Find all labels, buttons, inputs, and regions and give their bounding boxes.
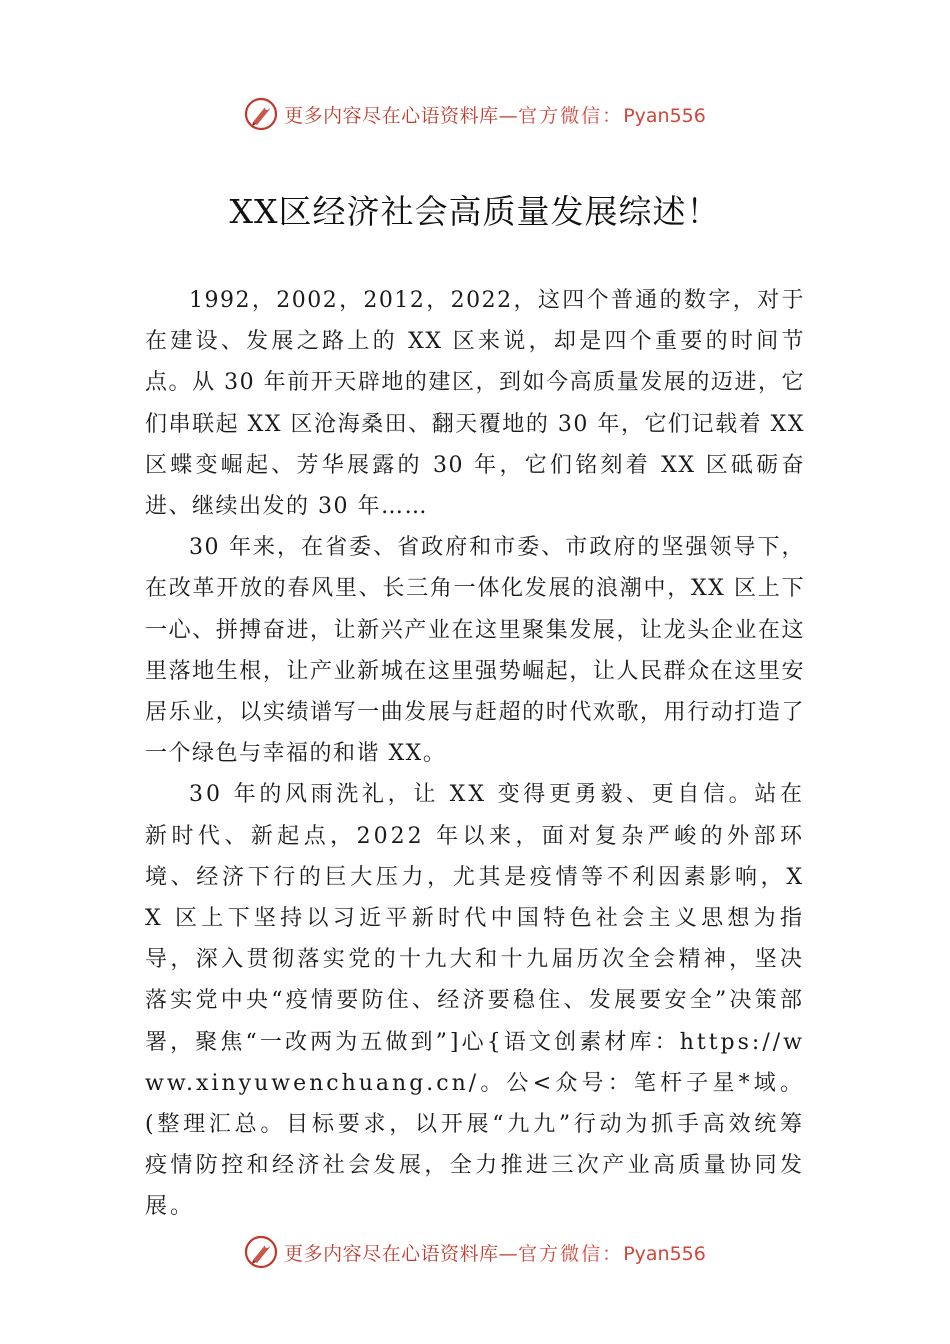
document-title: XX区经济社会高质量发展综述！ — [229, 192, 721, 231]
paragraph-1: 1992，2002，2012，2022，这四个普通的数字，对于在建设、发展之路上的 XX 区来说，却是四个重要的时间节点。从 30 年前开天辟地的建区，到如今高质量发展的迈进，它们串联起 XX 区沧海桑田、翻天覆地的 30 年，它们记载着 XX 区蝶变崛起、芳华展露的 30 年，它们铭刻着 XX 区砥砺奋进、继续出发的 30 年…… — [145, 288, 805, 520]
watermark-dash: — — [498, 104, 519, 127]
pen-logo-icon — [244, 97, 278, 131]
pen-logo-icon — [244, 1235, 278, 1269]
watermark-sub: 官方微信： — [518, 1242, 624, 1265]
header-watermark-banner — [0, 94, 950, 134]
watermark-main: 更多内容尽在心语资料库 — [284, 1242, 499, 1265]
document-body — [145, 280, 805, 1228]
paragraph-3: 30 年的风雨洗礼，让 XX 变得更勇毅、更自信。站在新时代、新起点，2022 年以来，面对复杂严峻的外部环境、经济下行的巨大压力，尤其是疫情等不利因素影响，XX 区上下坚持以习近平新时代中国特色社会主义思想为指导，深入贯彻落实党的十九大和十九届历次全会精神，坚决落实党中央“疫情要防住、经济要稳住、发展要安全”决策部署，聚焦“一改两为五做到”]心{语文创素材库：https://www.xinyuwenchuang.cn/。公<众号：笔杆子星*域。(整理汇总。目标要求，以开展“九九”行动为抓手高效统筹疫情防控和经济社会发展，全力推进三次产业高质量协同发展。 — [145, 782, 805, 1220]
watermark-main: 更多内容尽在心语资料库 — [284, 104, 499, 127]
watermark-id: Pyan556 — [623, 1242, 706, 1265]
watermark-text — [284, 101, 706, 128]
watermark-text — [284, 1239, 706, 1266]
watermark-sub: 官方微信： — [518, 104, 624, 127]
watermark-id: Pyan556 — [623, 104, 706, 127]
footer-watermark-banner — [0, 1232, 950, 1272]
watermark-dash: — — [498, 1242, 519, 1265]
paragraph-2: 30 年来，在省委、省政府和市委、市政府的坚强领导下，在改革开放的春风里、长三角一体化发展的浪潮中，XX 区上下一心、拼搏奋进，让新兴产业在这里聚集发展，让龙头企业在这里落地生根，让产业新城在这里强势崛起，让人民群众在这里安居乐业，以实绩谱写一曲发展与赶超的时代欢歌，用行动打造了一个绿色与幸福的和谐 XX。 — [145, 535, 805, 767]
